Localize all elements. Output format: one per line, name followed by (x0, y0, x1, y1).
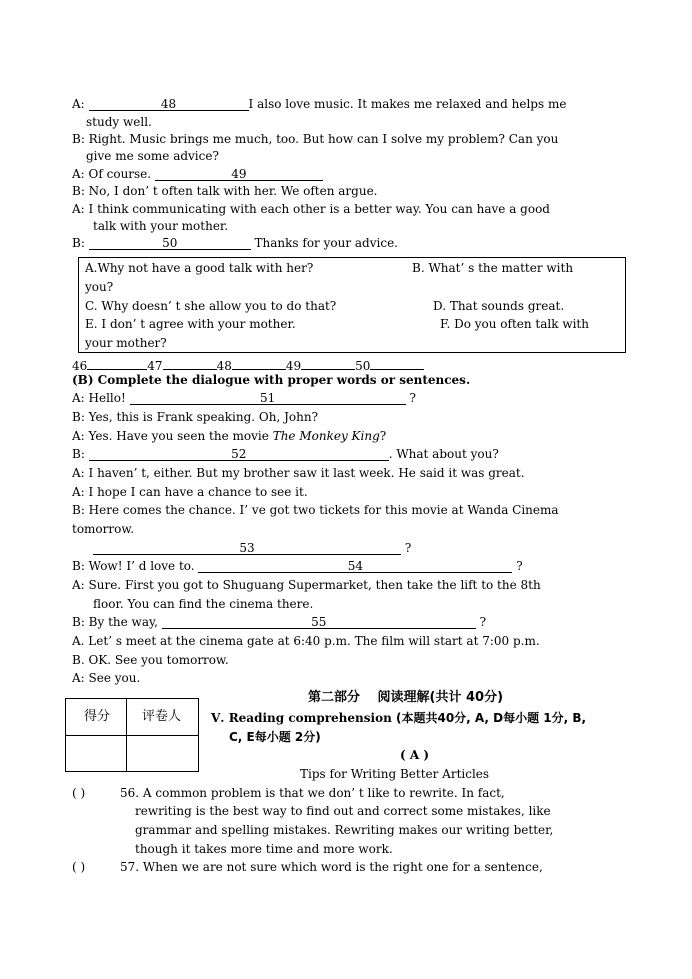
answer-paren-56[interactable]: ( ) (72, 786, 86, 800)
speaker-label: B: (72, 236, 85, 250)
dialogue-line-55 (72, 614, 486, 630)
question-mark: ? (479, 615, 487, 629)
blank-50[interactable]: 50 (89, 235, 251, 250)
answer-label-46: 46 (72, 359, 88, 373)
option-b: B. What’ s the matter with (412, 261, 574, 275)
question-56-line: though it takes more time and more work. (135, 842, 393, 856)
dialogue-line-movie (72, 428, 386, 444)
answer-label-47: 47 (147, 359, 163, 373)
dialogue-line: B. OK. See you tomorrow. (72, 653, 229, 667)
reading-heading-cont: C, E每小题 2分) (229, 730, 321, 744)
option-f: F. Do you often talk with (440, 317, 589, 331)
answer-blank-46[interactable] (87, 355, 147, 370)
reading-heading (211, 710, 586, 726)
question-mark: ? (516, 559, 523, 573)
question-56-line: grammar and spelling mistakes. Rewriting makes our writing better, (135, 823, 554, 837)
option-e: E. I don’ t agree with your mother. (85, 317, 296, 331)
score-label: 得分 (84, 709, 111, 724)
line-text: I also love music. It makes me relaxed and helps me (248, 97, 567, 111)
dialogue-line-48 (72, 96, 566, 112)
question-mark: ? (379, 429, 387, 443)
reading-heading-en: Reading comprehension (228, 711, 392, 725)
score-table (65, 698, 199, 772)
dialogue-line-54 (72, 558, 523, 574)
grader-label: 评卷人 (142, 709, 182, 724)
dialogue-line: floor. You can find the cinema there. (93, 597, 314, 611)
dialogue-line: B: Here comes the chance. I’ ve got two tickets for this movie at Wanda Cinema (72, 503, 559, 517)
reading-heading-cn: (本题共40分, A, D每小题 1分, B, (395, 711, 587, 725)
answer-label-49: 49 (285, 359, 302, 373)
blank-49[interactable]: 49 (155, 166, 323, 181)
answer-paren-57[interactable]: ( ) (72, 860, 86, 874)
blank-48[interactable]: 48 (89, 96, 249, 111)
question-57-line: 57. When we are not sure which word is the right one for a sentence, (120, 860, 543, 874)
line-text: A: Yes. Have you seen the movie (72, 429, 269, 443)
dialogue-line: B: Right. Music brings me much, too. But how can I solve my problem? Can you (72, 132, 559, 146)
line-text: A: Hello! (72, 391, 126, 405)
dialogue-line: A: I think communicating with each other is a better way. You can have a good (72, 202, 550, 216)
dialogue-line: talk with your mother. (93, 219, 229, 233)
dialogue-line-53 (93, 540, 411, 556)
dialogue-line: B: No, I don’ t often talk with her. We often argue. (72, 184, 378, 198)
blank-54[interactable]: 54 (198, 558, 512, 573)
blank-52[interactable]: 52 (89, 446, 389, 461)
line-text: . What about you? (388, 447, 499, 461)
answer-blank-47[interactable] (163, 355, 217, 370)
speaker-label: B: (72, 447, 85, 461)
line-text: B: By the way, (72, 615, 158, 629)
blank-51[interactable]: 51 (130, 390, 406, 405)
passage-title: Tips for Writing Better Articles (300, 767, 490, 781)
dialogue-line: A: Sure. First you got to Shuguang Supermarket, then take the lift to the 8th (72, 578, 541, 592)
dialogue-line: A: I haven’ t, either. But my brother saw it last week. He said it was great. (72, 466, 525, 480)
score-cell[interactable] (66, 736, 126, 771)
answer-label-48: 48 (216, 359, 232, 373)
dialogue-line: B: Yes, this is Frank speaking. Oh, John? (72, 410, 319, 424)
dialogue-line-52 (72, 446, 499, 462)
dialogue-line: tomorrow. (72, 522, 135, 536)
part-b-heading: (B) Complete the dialogue with proper words or sentences. (72, 373, 471, 387)
question-56-line: rewriting is the best way to find out and correct some mistakes, like (135, 804, 551, 818)
dialogue-line: A. Let’ s meet at the cinema gate at 6:40 p.m. The film will start at 7:00 p.m. (72, 634, 540, 648)
question-mark: ? (409, 391, 416, 405)
line-text: B: Wow! I’ d love to. (72, 559, 195, 573)
grader-cell[interactable] (127, 736, 198, 771)
option-d: D. That sounds great. (433, 299, 565, 313)
answer-blank-49[interactable] (301, 355, 355, 370)
question-mark: ? (404, 541, 412, 555)
dialogue-line: A: I hope I can have a chance to see it. (72, 485, 308, 499)
option-f-cont: your mother? (85, 336, 167, 350)
roman-numeral: Ⅴ. (211, 711, 225, 725)
question-56-line: 56. A common problem is that we don’ t like to rewrite. In fact, (120, 786, 505, 800)
option-c: C. Why doesn’ t she allow you to do that? (85, 299, 337, 313)
dialogue-line-49 (72, 166, 323, 182)
speaker-label: A: (72, 97, 85, 111)
option-a: A.Why not have a good talk with her? (85, 261, 314, 275)
option-b-cont: you? (85, 280, 114, 294)
answer-label-50: 50 (355, 359, 371, 373)
passage-label: ( A ) (400, 748, 430, 762)
blank-53[interactable]: 53 (93, 540, 401, 555)
dialogue-line-51 (72, 390, 416, 406)
section-title: 第二部分 阅读理解(共计 40分) (308, 690, 504, 705)
dialogue-line: give me some advice? (86, 149, 219, 163)
line-text: Thanks for your advice. (254, 236, 398, 250)
answer-blank-50[interactable] (370, 355, 424, 370)
dialogue-line: A: See you. (72, 671, 141, 685)
dialogue-line-50 (72, 235, 398, 251)
answer-blank-48[interactable] (232, 355, 286, 370)
dialogue-line: study well. (86, 115, 152, 129)
blank-55[interactable]: 55 (162, 614, 476, 629)
line-text: A: Of course. (72, 167, 152, 181)
movie-title: The Monkey King (272, 429, 380, 443)
